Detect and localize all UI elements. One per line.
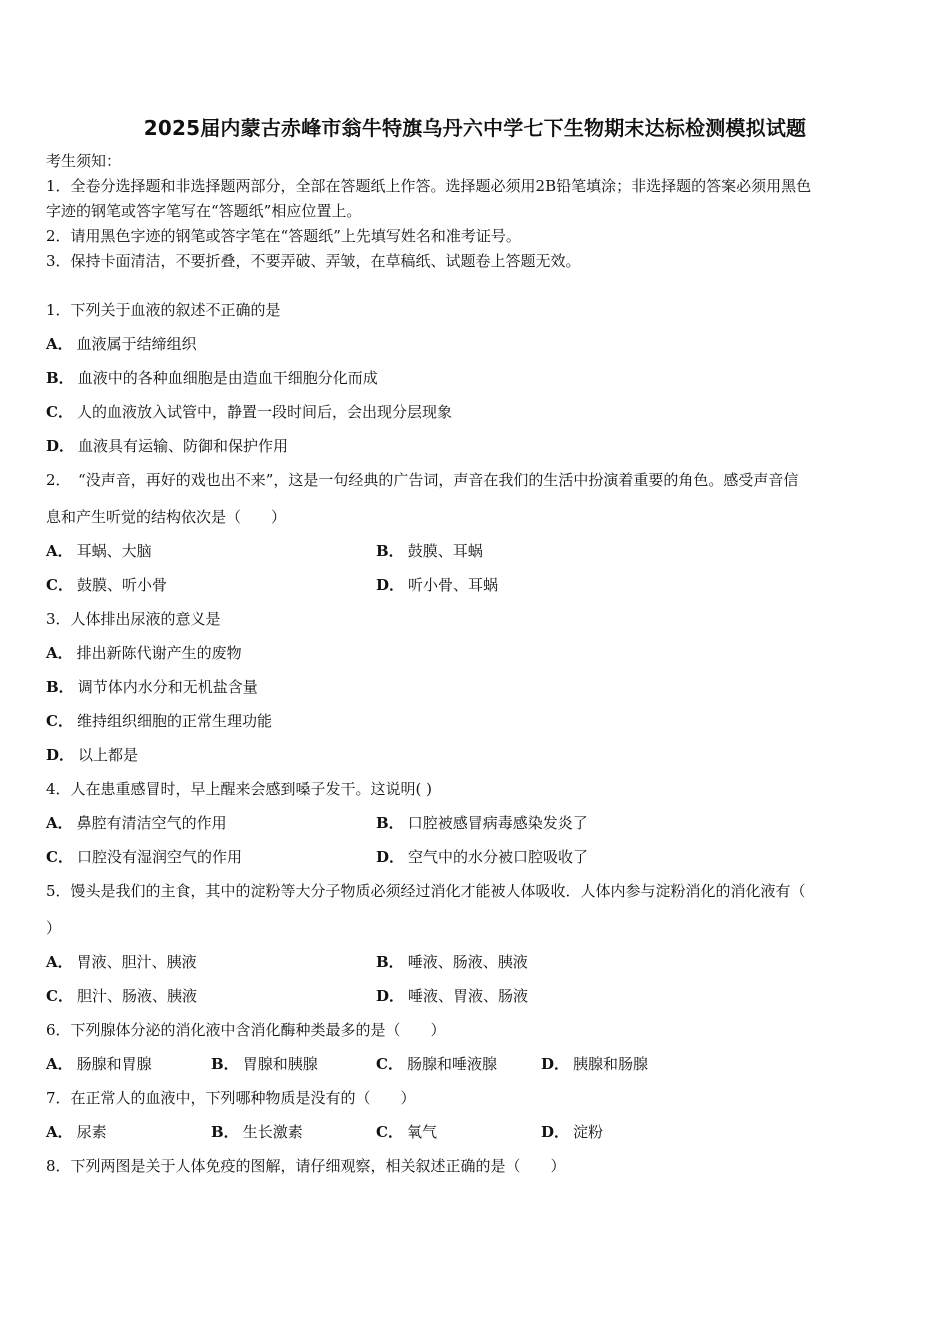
option-c <box>46 402 452 422</box>
option-a <box>46 1054 152 1074</box>
option-text: 胆汁、肠液、胰液 <box>76 987 197 1005</box>
option-text: 肠腺和胃腺 <box>76 1055 152 1073</box>
question-stem: 8．下列两图是关于人体免疫的图解，请仔细观察，相关叙述正确的是（ ） <box>46 1157 566 1175</box>
option-label: C． <box>46 712 73 730</box>
question-stem: 5．馒头是我们的主食，其中的淀粉等大分子物质必须经过消化才能被人体吸收．人体内参与淀粉消化的消化液有（ <box>46 882 806 900</box>
option-c <box>46 986 197 1006</box>
option-label: A． <box>46 1055 73 1073</box>
option-label: D． <box>46 437 75 455</box>
option-label: B． <box>211 1123 239 1141</box>
question-stem: ） <box>46 919 62 937</box>
option-text: 调节体内水分和无机盐含量 <box>77 678 258 696</box>
option-a <box>46 334 197 354</box>
option-text: 唾液、胃液、肠液 <box>408 987 529 1005</box>
option-c <box>46 847 242 867</box>
option-label: B． <box>376 814 404 832</box>
option-text: 人的血液放入试管中，静置一段时间后，会出现分层现象 <box>76 403 452 421</box>
option-text: 血液具有运输、防御和保护作用 <box>78 437 289 455</box>
option-text: 鼓膜、听小骨 <box>76 576 167 594</box>
question-stem: 1．下列关于血液的叙述不正确的是 <box>46 301 281 319</box>
option-a <box>46 541 152 561</box>
option-label: C． <box>46 848 73 866</box>
option-text: 血液中的各种血细胞是由造血干细胞分化而成 <box>77 369 378 387</box>
option-label: A． <box>46 644 73 662</box>
option-text: 空气中的水分被口腔吸收了 <box>408 848 589 866</box>
option-label: B． <box>376 542 404 560</box>
option-text: 氧气 <box>406 1123 437 1141</box>
option-label: A． <box>46 335 73 353</box>
option-c <box>46 575 167 595</box>
option-b <box>46 368 378 388</box>
option-label: B． <box>211 1055 239 1073</box>
option-label: B． <box>376 953 404 971</box>
option-c <box>376 1054 497 1074</box>
option-text: 生长激素 <box>242 1123 303 1141</box>
option-text: 唾液、肠液、胰液 <box>407 953 528 971</box>
option-label: D． <box>376 848 405 866</box>
option-label: C． <box>46 576 73 594</box>
option-label: B． <box>46 678 74 696</box>
option-text: 耳蜗、大脑 <box>76 542 152 560</box>
option-d <box>541 1054 648 1074</box>
option-label: C． <box>46 987 73 1005</box>
option-b <box>46 677 258 697</box>
question-stem: 4．人在患重感冒时，早上醒来会感到嗓子发干。这说明( ) <box>46 780 433 798</box>
option-text: 胃液、胆汁、胰液 <box>76 953 197 971</box>
option-text: 胰腺和肠腺 <box>573 1055 649 1073</box>
option-d <box>376 575 498 595</box>
question-stem: 7．在正常人的血液中，下列哪种物质是没有的（ ） <box>46 1089 416 1107</box>
option-label: A． <box>46 953 73 971</box>
option-text: 鼓膜、耳蜗 <box>407 542 483 560</box>
question-stem: 6．下列腺体分泌的消化液中含消化酶种类最多的是（ ） <box>46 1021 446 1039</box>
option-b <box>376 813 588 833</box>
option-text: 以上都是 <box>78 746 139 764</box>
option-label: D． <box>541 1055 570 1073</box>
notice-line: 1．全卷分选择题和非选择题两部分，全部在答题纸上作答。选择题必须用2B铅笔填涂；非选择题的答案必须用黑色 <box>46 177 812 195</box>
notice-line: 3．保持卡面清洁，不要折叠，不要弄破、弄皱，在草稿纸、试题卷上答题无效。 <box>46 252 581 270</box>
option-label: D． <box>541 1123 570 1141</box>
option-text: 维持组织细胞的正常生理功能 <box>76 712 272 730</box>
option-d <box>376 847 588 867</box>
question-stem: 3．人体排出尿液的意义是 <box>46 610 221 628</box>
notice-line: 字迹的钢笔或答字笔写在“答题纸”相应位置上。 <box>46 202 362 220</box>
option-c <box>46 711 272 731</box>
option-d <box>376 986 528 1006</box>
option-text: 胃腺和胰腺 <box>242 1055 318 1073</box>
option-d <box>46 436 288 456</box>
option-label: B． <box>46 369 74 387</box>
option-b <box>211 1122 303 1142</box>
option-d <box>541 1122 603 1142</box>
option-label: D． <box>46 746 75 764</box>
option-label: D． <box>376 576 405 594</box>
option-text: 听小骨、耳蜗 <box>408 576 499 594</box>
option-label: C． <box>376 1055 403 1073</box>
option-b <box>211 1054 318 1074</box>
option-text: 淀粉 <box>573 1123 604 1141</box>
question-stem: 息和产生听觉的结构依次是（ ） <box>46 508 287 526</box>
option-a <box>46 813 227 833</box>
option-text: 口腔被感冒病毒感染发炎了 <box>407 814 588 832</box>
option-label: A． <box>46 1123 73 1141</box>
question-stem: 2． “没声音，再好的戏也出不来”，这是一句经典的广告词，声音在我们的生活中扮演着重要的角色。感受声音信 <box>46 471 799 489</box>
option-text: 尿素 <box>76 1123 107 1141</box>
option-text: 血液属于结缔组织 <box>76 335 197 353</box>
page-title: 2025届内蒙古赤峰市翁牛特旗乌丹六中学七下生物期末达标检测模拟试题 <box>143 116 807 140</box>
option-label: C． <box>46 403 73 421</box>
option-text: 肠腺和唾液腺 <box>406 1055 497 1073</box>
option-text: 口腔没有湿润空气的作用 <box>76 848 242 866</box>
option-label: A． <box>46 542 73 560</box>
option-text: 排出新陈代谢产生的废物 <box>76 644 242 662</box>
option-label: D． <box>376 987 405 1005</box>
option-b <box>376 541 483 561</box>
option-label: A． <box>46 814 73 832</box>
notice-line: 2．请用黑色字迹的钢笔或答字笔在“答题纸”上先填写姓名和准考证号。 <box>46 227 521 245</box>
option-a <box>46 1122 107 1142</box>
option-b <box>376 952 528 972</box>
option-text: 鼻腔有清洁空气的作用 <box>76 814 227 832</box>
option-c <box>376 1122 437 1142</box>
option-d <box>46 745 138 765</box>
notice-heading: 考生须知： <box>46 152 122 170</box>
option-a <box>46 643 242 663</box>
option-label: C． <box>376 1123 403 1141</box>
option-a <box>46 952 197 972</box>
